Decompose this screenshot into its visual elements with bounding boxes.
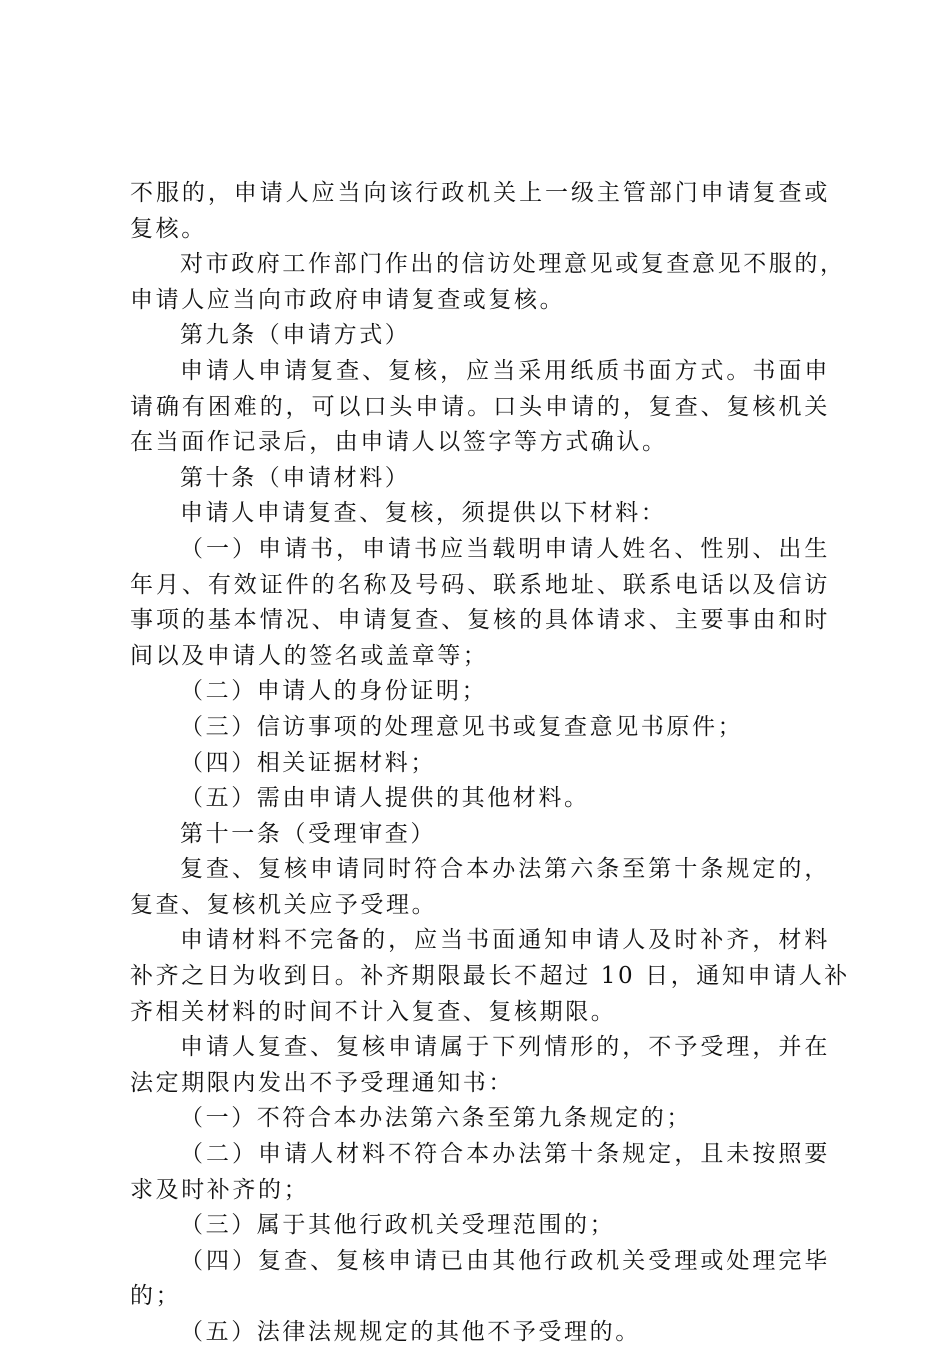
list-item: （二）申请人材料不符合本办法第十条规定，且未按照要 [180,1141,830,1168]
text-line: 申请人应当向市政府申请复查或复核。 [130,286,566,313]
text-line: 复查、复核机关应予受理。 [130,891,438,918]
text-line: 补齐之日为收到日。补齐期限最长不超过 10 日，通知申请人补 [130,963,850,990]
text-line: 对市政府工作部门作出的信访处理意见或复查意见不服的， [180,251,846,278]
list-item: （二）申请人的身份证明； [180,678,488,705]
text-line: 的； [130,1283,182,1310]
list-item: （一）不符合本办法第六条至第九条规定的； [180,1105,692,1132]
list-item: （五）需由申请人提供的其他材料。 [180,785,590,812]
section-heading: 第十条（申请材料） [180,464,411,491]
text-line: 申请人申请复查、复核，须提供以下材料： [180,500,667,527]
text-line: 不服的，申请人应当向该行政机关上一级主管部门申请复查或 [130,180,830,206]
text-line: 在当面作记录后，由申请人以签字等方式确认。 [130,429,668,456]
text-line: 申请材料不完备的，应当书面通知申请人及时补齐，材料 [180,927,830,954]
text-line: 年月、有效证件的名称及号码、联系地址、联系电话以及信访 [130,571,830,598]
text-line: 申请人复查、复核申请属于下列情形的，不予受理，并在 [180,1034,830,1061]
text-line: 申请人申请复查、复核，应当采用纸质书面方式。书面申 [180,357,830,384]
list-item: （四）相关证据材料； [180,749,436,776]
section-heading: 第十一条（受理审查） [180,820,436,847]
text-line: 法定期限内发出不予受理通知书： [130,1069,514,1096]
text-line: 事项的基本情况、申请复查、复核的具体请求、主要事由和时 [130,607,830,634]
text-line: 齐相关材料的时间不计入复查、复核期限。 [130,998,617,1025]
text-line: 复核。 [130,215,207,242]
list-item: （三）信访事项的处理意见书或复查意见书原件； [180,713,744,740]
text-line: 间以及申请人的签名或盖章等； [130,642,489,669]
text-line: （一）申请书，申请书应当载明申请人姓名、性别、出生 [180,535,830,562]
text-line: 求及时补齐的； [130,1176,310,1203]
text-line: 请确有困难的，可以口头申请。口头申请的，复查、复核机关 [130,393,830,420]
list-item: （三）属于其他行政机关受理范围的； [180,1212,616,1239]
section-heading: 第九条（申请方式） [180,322,411,349]
list-item: （五）法律法规规定的其他不予受理的。 [180,1319,641,1345]
list-item: （四）复查、复核申请已由其他行政机关受理或处理完毕 [180,1247,830,1274]
document-body [130,176,850,1351]
text-line: 复查、复核申请同时符合本办法第六条至第十条规定的， [180,856,830,883]
